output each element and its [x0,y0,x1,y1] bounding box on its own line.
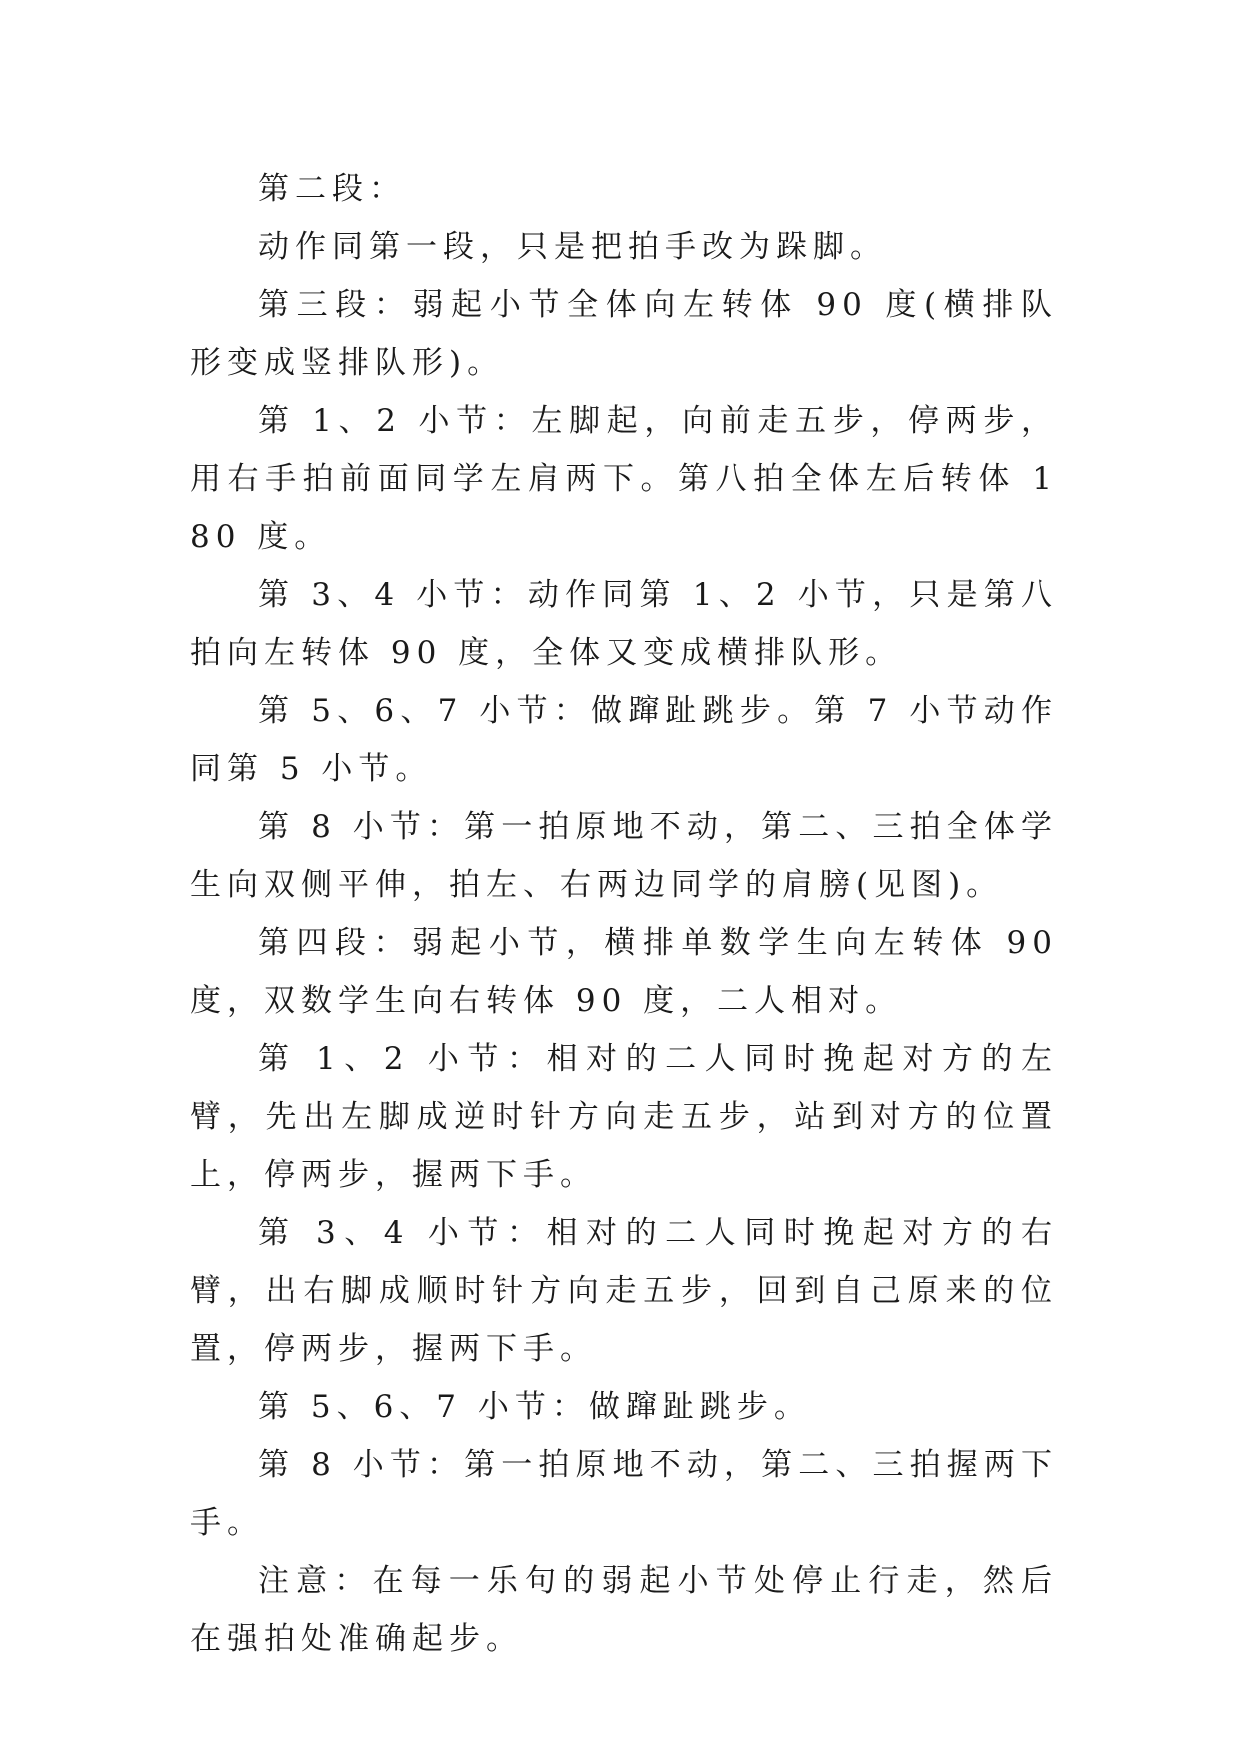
paragraph: 第 8 小节：第一拍原地不动，第二、三拍全体学生向双侧平伸，拍左、右两边同学的肩膀(见图)。 [190,809,1058,903]
paragraph-section-2-heading: 第二段： [258,171,406,207]
paragraph: 第 5、6、7 小节：做蹿趾跳步。第 7 小节动作同第 5 小节。 [190,693,1058,787]
paragraph: 第 1、2 小节：左脚起，向前走五步，停两步，用右手拍前面同学左肩两下。第八拍全体左后转体 180 度。 [190,403,1058,555]
paragraph: 第 1、2 小节：相对的二人同时挽起对方的左臂，先出左脚成逆时针方向走五步，站到对方的位置上，停两步，握两下手。 [190,1041,1058,1193]
document-body [190,160,1058,1668]
paragraph-section-3: 第三段：弱起小节全体向左转体 90 度(横排队形变成竖排队形)。 [190,287,1058,381]
paragraph: 第 5、6、7 小节：做蹿趾跳步。 [258,1389,811,1425]
paragraph-note: 注意：在每一乐句的弱起小节处停止行走，然后在强拍处准确起步。 [190,1563,1058,1657]
paragraph: 第 8 小节：第一拍原地不动，第二、三拍握两下手。 [190,1447,1058,1541]
paragraph: 第 3、4 小节：动作同第 1、2 小节，只是第八拍向左转体 90 度，全体又变成横排队形。 [190,577,1058,671]
paragraph: 第 3、4 小节：相对的二人同时挽起对方的右臂，出右脚成顺时针方向走五步，回到自己原来的位置，停两步，握两下手。 [190,1215,1058,1367]
paragraph: 动作同第一段，只是把拍手改为跺脚。 [258,229,887,265]
paragraph-section-4: 第四段：弱起小节，横排单数学生向左转体 90 度，双数学生向右转体 90 度，二人相对。 [190,925,1058,1019]
